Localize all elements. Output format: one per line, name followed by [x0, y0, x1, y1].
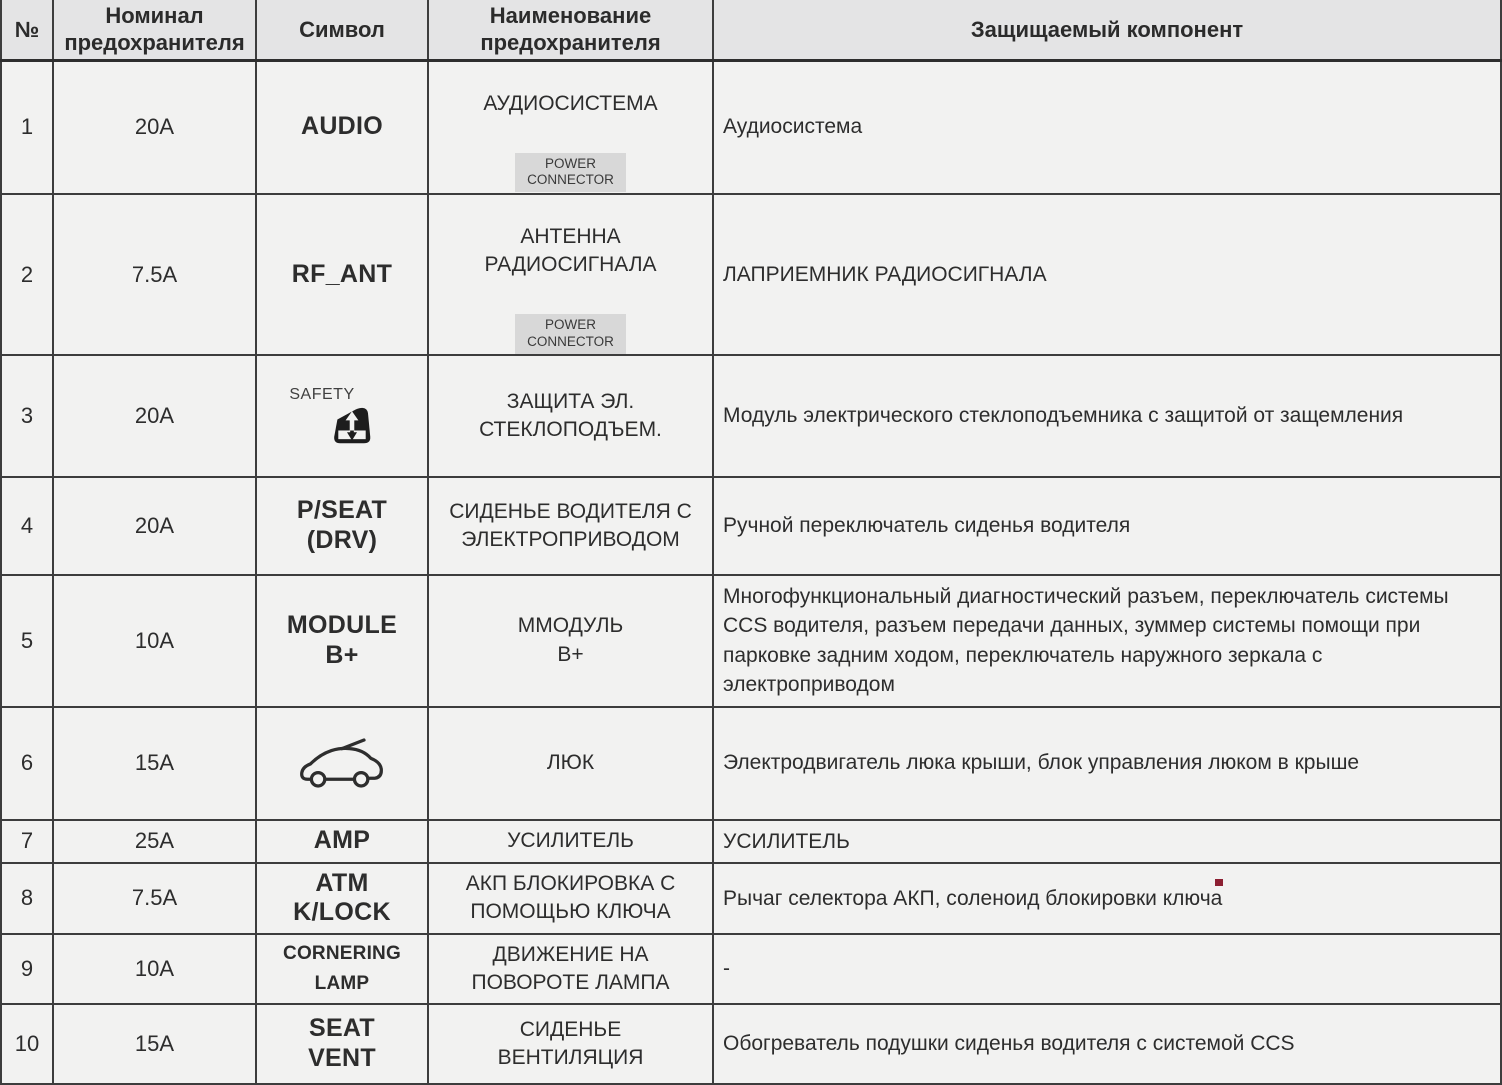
- protected-component: УСИЛИТЕЛЬ: [713, 820, 1501, 863]
- safety-symbol: [257, 386, 427, 447]
- fuse-name: ММОДУЛЬ В+: [428, 575, 713, 707]
- protected-component: -: [713, 934, 1501, 1004]
- fuse-number: 8: [1, 863, 53, 934]
- fuse-rating: 15A: [53, 1004, 256, 1084]
- protected-component: Электродвигатель люка крыши, блок управления люком в крыше: [713, 707, 1501, 820]
- fuse-symbol: ATM K/LOCK: [256, 863, 428, 934]
- fuse-name: АКП БЛОКИРОВКА С ПОМОЩЬЮ КЛЮЧА: [428, 863, 713, 934]
- fuse-name: СИДЕНЬЕ ВЕНТИЛЯЦИЯ: [428, 1004, 713, 1084]
- fuse-number: 6: [1, 707, 53, 820]
- protected-component: ЛАПРИЕМНИК РАДИОСИГНАЛА: [713, 194, 1501, 356]
- fuse-name-text: АУДИОСИСТЕМА: [483, 91, 658, 115]
- fuse-symbol: SEAT VENT: [256, 1004, 428, 1084]
- table-row: [1, 575, 1501, 707]
- table-row: [1, 355, 1501, 477]
- fuse-rating: 10A: [53, 575, 256, 707]
- table-row: [1, 60, 1501, 194]
- fuse-number: 9: [1, 934, 53, 1004]
- fuse-number: 10: [1, 1004, 53, 1084]
- header-row: [1, 0, 1501, 60]
- power-connector-badge: POWER CONNECTOR: [515, 153, 626, 193]
- table-row: [1, 934, 1501, 1004]
- fuse-symbol: RF_ANT: [256, 194, 428, 356]
- sunroof-symbol: [257, 737, 427, 789]
- sunroof-car-icon: [298, 737, 386, 789]
- protected-component: Обогреватель подушки сиденья водителя с системой CCS: [713, 1004, 1501, 1084]
- fuse-number: 7: [1, 820, 53, 863]
- table-row: [1, 863, 1501, 934]
- fuse-number: 4: [1, 477, 53, 575]
- protected-component: Модуль электрического стеклоподъемника с защитой от защемления: [713, 355, 1501, 477]
- fuse-rating: 20A: [53, 477, 256, 575]
- fuse-rating: 10A: [53, 934, 256, 1004]
- safety-label: SAFETY: [289, 385, 355, 403]
- header-name: Наименование предохранителя: [428, 0, 713, 60]
- fuse-symbol: [256, 355, 428, 477]
- protected-component: Рычаг селектора АКП, соленоид блокировки ключа: [713, 863, 1501, 934]
- table-header: [1, 0, 1501, 60]
- fuse-number: 3: [1, 355, 53, 477]
- fuse-symbol: AUDIO: [256, 60, 428, 194]
- fuse-name: [428, 194, 713, 356]
- fuse-rating: 7.5A: [53, 863, 256, 934]
- fuse-name: СИДЕНЬЕ ВОДИТЕЛЯ С ЭЛЕКТРОПРИВОДОМ: [428, 477, 713, 575]
- fuse-number: 5: [1, 575, 53, 707]
- table-row: [1, 707, 1501, 820]
- header-component: Защищаемый компонент: [713, 0, 1501, 60]
- fuse-rating: 15A: [53, 707, 256, 820]
- fuse-name: [428, 60, 713, 194]
- table-row: [1, 477, 1501, 575]
- fuse-symbol: AMP: [256, 820, 428, 863]
- table-row: [1, 194, 1501, 356]
- fuse-name-text: АНТЕННА РАДИОСИГНАЛА: [484, 225, 657, 277]
- fuse-symbol: [256, 707, 428, 820]
- fuse-rating: 20A: [53, 60, 256, 194]
- fuse-rating: 7.5A: [53, 194, 256, 356]
- protected-component: Аудиосистема: [713, 60, 1501, 194]
- fuse-name: ДВИЖЕНИЕ НА ПОВОРОТЕ ЛАМПА: [428, 934, 713, 1004]
- fuse-rating: 25A: [53, 820, 256, 863]
- table-body: [1, 60, 1501, 1084]
- fuse-symbol: P/SEAT (DRV): [256, 477, 428, 575]
- header-symbol: Символ: [256, 0, 428, 60]
- power-window-safety-icon: [330, 404, 374, 446]
- header-rating: Номинал предохранителя: [53, 0, 256, 60]
- protected-component: Многофункциональный диагностический разъем, переключатель системы CCS водителя, разъем передачи данных, зуммер системы помощи при парковке задним ходом, переключатель наружного зеркала с электроприводом: [713, 575, 1501, 707]
- fuse-name: УСИЛИТЕЛЬ: [428, 820, 713, 863]
- power-connector-badge: POWER CONNECTOR: [515, 314, 626, 354]
- red-artifact-mark: [1215, 879, 1223, 886]
- fuse-name: ЛЮК: [428, 707, 713, 820]
- fuse-symbol: MODULE B+: [256, 575, 428, 707]
- table-row: [1, 820, 1501, 863]
- fuse-name: ЗАЩИТА ЭЛ. СТЕКЛОПОДЪЕМ.: [428, 355, 713, 477]
- header-number: №: [1, 0, 53, 60]
- table-row: [1, 1004, 1501, 1084]
- protected-component: Ручной переключатель сиденья водителя: [713, 477, 1501, 575]
- fuse-symbol: CORNERING LAMP: [256, 934, 428, 1004]
- fuse-number: 2: [1, 194, 53, 356]
- fuse-rating: 20A: [53, 355, 256, 477]
- fuse-number: 1: [1, 60, 53, 194]
